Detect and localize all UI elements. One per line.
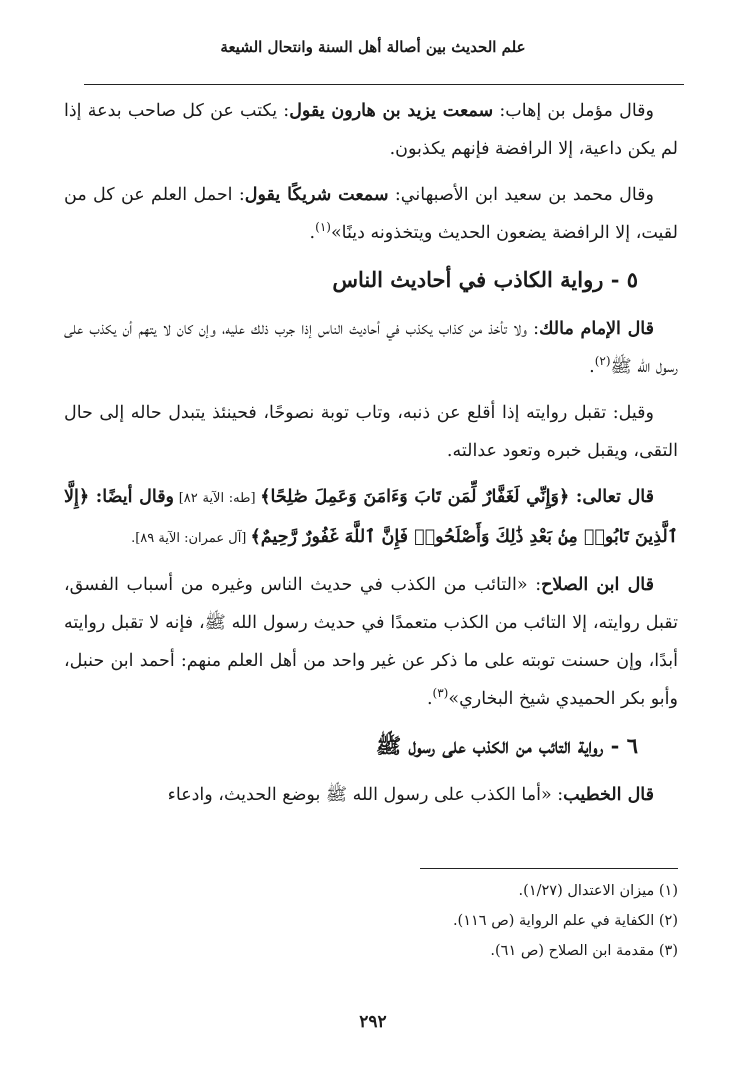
paragraph-khatib bbox=[64, 776, 678, 814]
footnote-ref-2: (٢) bbox=[594, 354, 611, 369]
text-run-bold: قال الخطيب bbox=[563, 785, 654, 805]
text-run-bold: وقال أيضًا: bbox=[89, 487, 175, 507]
paragraph-muammal bbox=[64, 92, 678, 168]
paragraph-ibn-salah bbox=[64, 566, 678, 718]
footnote-item: (٢) الكفاية في علم الرواية (ص ١١٦). bbox=[452, 913, 678, 929]
quran-verse: ﴿إِلَّا ٱلَّذِينَ تَابُوا۟ مِنۢ بَعْدِ ذَٰلِكَ وَأَصْلَحُوا۟ فَإِنَّ ٱللَّهَ غَفُورٌ رَّحِيمٌ﴾ bbox=[64, 487, 678, 547]
text-run: وقال محمد بن سعيد ابن الأصبهاني: bbox=[388, 185, 654, 205]
section-heading-6: ٦ - رواية التائب من الكذب على رسول ﷺ bbox=[375, 733, 638, 758]
paragraph-repentance: وقيل: تقبل روايته إذا أقلع عن ذنبه، وتاب توبة نصوحًا، فحينئذ يتبدل حاله إلى حال التقى، ويقبل خبره وتعود عدالته. bbox=[64, 403, 678, 461]
main-text bbox=[64, 92, 678, 822]
paragraph-quran-verses bbox=[64, 478, 678, 558]
verse-citation: [آل عمران: الآية ٨٩]. bbox=[131, 531, 251, 546]
verse-citation: [طه: الآية ٨٢] bbox=[174, 491, 261, 506]
text-run-bold: سمعت شريكًا يقول bbox=[244, 185, 389, 205]
page-number: ٢٩٢ bbox=[359, 1012, 387, 1032]
footnote-ref-1: (١) bbox=[315, 220, 331, 235]
footnote-item: (٣) مقدمة ابن الصلاح (ص ٦١). bbox=[490, 943, 678, 959]
footnote-item: (١) ميزان الاعتدال (١/٢٧). bbox=[518, 883, 678, 899]
text-run: . bbox=[589, 357, 595, 377]
text-run: : احمل العلم عن كل من لقيت، إلا الرافضة يضعون الحديث ويتخذونه دينًا» bbox=[64, 185, 678, 243]
footnotes bbox=[200, 876, 678, 966]
text-run: : «التائب من الكذب في حديث الناس وغيره من أسباب الفسق، تقبل روايته، إلا التائب من الكذب متعمدًا في حديث رسول الله ﷺ، فإنه لا تقبل روايته أبدًا، وإن حسنت توبته على ما ذكر عن غير واحد من أهل العلم منهم: أحمد ابن حنبل، وأبو بكر الحميدي شيخ البخاري» bbox=[64, 575, 678, 709]
text-run-bold: قال تعالى: bbox=[569, 487, 654, 507]
footnote-divider bbox=[420, 868, 678, 869]
text-run: : ولا تأخذ من كذاب يكذب في أحاديث الناس إذا جرب ذلك عليه، وإن كان لا يتهم أن يكذب على رسول الله ﷺ bbox=[64, 319, 678, 377]
running-header: علم الحديث بين أصالة أهل السنة وانتحال الشيعة bbox=[220, 38, 526, 56]
text-run: . bbox=[426, 689, 433, 709]
text-run-bold: قال الإمام مالك bbox=[539, 319, 654, 339]
text-run: : يكتب عن كل صاحب بدعة إذا لم يكن داعية، إلا الرافضة فإنهم يكذبون. bbox=[64, 101, 678, 159]
section-heading-5: ٥ - رواية الكاذب في أحاديث الناس bbox=[332, 267, 638, 292]
quran-verse: ﴿وَإِنِّي لَغَفَّارٌ لِّمَن تَابَ وَءَامَنَ وَعَمِلَ صَٰلِحًا﴾ bbox=[260, 487, 570, 507]
header-divider bbox=[84, 84, 684, 85]
text-run-bold: قال ابن الصلاح bbox=[541, 575, 654, 595]
text-run: وقال مؤمل بن إهاب: bbox=[493, 101, 654, 121]
paragraph-imam-malik bbox=[64, 310, 678, 386]
paragraph-ibn-asbahani bbox=[64, 176, 678, 252]
text-run: : «أما الكذب على رسول الله ﷺ بوضع الحديث، وادعاء bbox=[167, 785, 564, 805]
footnote-ref-3: (٣) bbox=[432, 686, 449, 701]
text-run: . bbox=[309, 223, 316, 243]
text-run-bold: سمعت يزيد بن هارون يقول bbox=[289, 101, 494, 121]
